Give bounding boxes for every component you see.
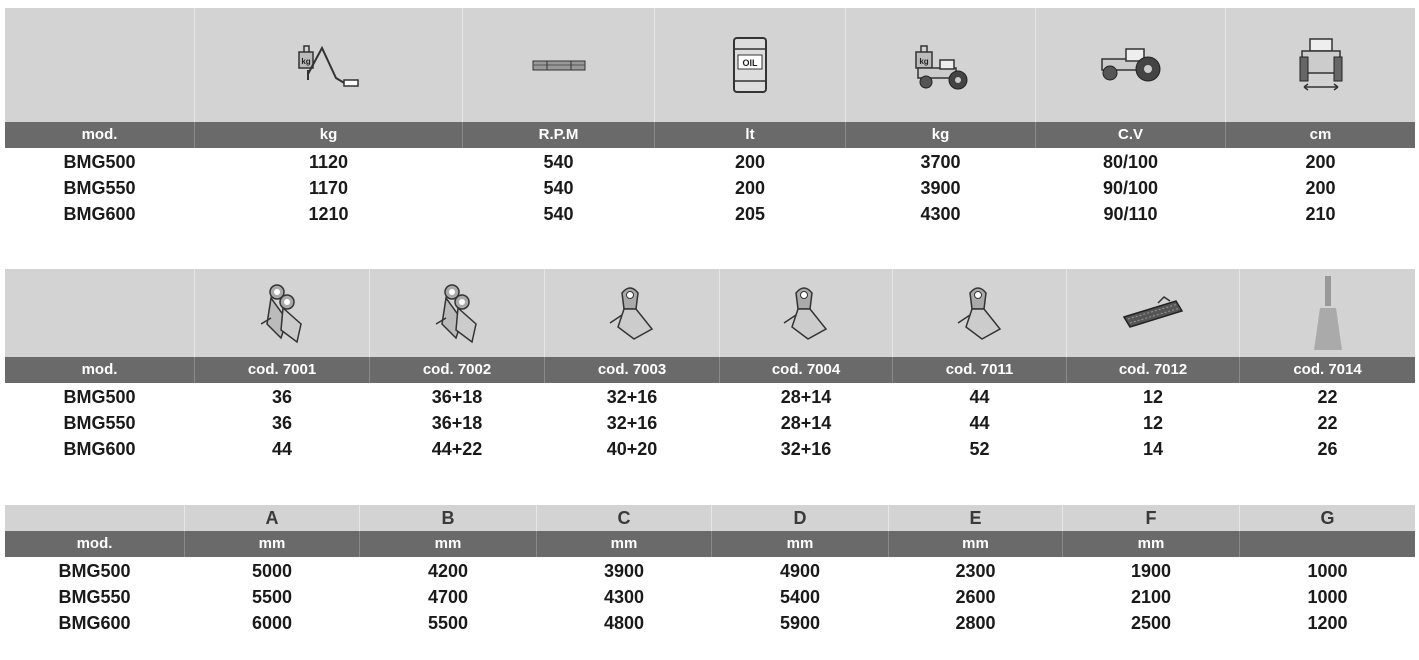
col-header: kg [931, 126, 950, 143]
col-header: cod. 7012 [1118, 361, 1188, 378]
table-cell: 12 [1142, 413, 1164, 433]
dimension-letter: B [441, 508, 455, 528]
table-cell: 44 [271, 439, 293, 459]
table-cell: 3700 [920, 152, 961, 172]
rotor-icon [1067, 269, 1239, 357]
table-cell: 44 [969, 387, 990, 407]
table-cell: 210 [1305, 204, 1336, 224]
table-cell: 3900 [603, 561, 645, 581]
model-cell: BMG500 [63, 387, 136, 407]
table-row [5, 410, 1415, 436]
dimension-letter: A [265, 508, 279, 528]
model-cell: BMG500 [63, 152, 136, 172]
table-cell: 36+18 [431, 413, 483, 433]
dimension-letter: F [1145, 508, 1157, 528]
col-header: mm [258, 535, 286, 552]
col-header [1240, 531, 1415, 557]
table-row [5, 175, 1415, 201]
oil-barrel-icon [655, 8, 845, 122]
table-cell: 5400 [779, 587, 821, 607]
col-header: cod. 7003 [597, 361, 667, 378]
col-header: mm [610, 535, 638, 552]
table-header [5, 122, 1415, 148]
table-cell: 28+14 [780, 413, 832, 433]
icon-band [5, 269, 1415, 357]
table-cell: 80/100 [1102, 152, 1159, 172]
letter-band [5, 505, 1415, 531]
svg-text:OIL: OIL [742, 58, 758, 68]
table-cell: 2600 [955, 587, 996, 607]
table-cell: 1000 [1307, 561, 1348, 581]
table-cell: 44 [969, 413, 990, 433]
table-cell: 205 [734, 204, 766, 224]
table-cell: 1200 [1307, 613, 1348, 633]
table-cell: 40+20 [606, 439, 658, 459]
model-cell: BMG600 [63, 439, 136, 459]
double-hammer-icon [370, 269, 544, 357]
table-cell: 28+14 [780, 387, 832, 407]
table-cell: 4900 [779, 561, 821, 581]
table-cell: 1000 [1307, 587, 1348, 607]
table-cell: 32+16 [780, 439, 832, 459]
table-cell: 5000 [251, 561, 293, 581]
table-cell: 4800 [603, 613, 645, 633]
table-cell: 1170 [308, 178, 349, 198]
col-header: cm [1309, 126, 1332, 143]
svg-text:kg: kg [918, 57, 929, 66]
model-cell: BMG600 [58, 613, 131, 633]
model-cell: BMG550 [63, 413, 136, 433]
hammer-icon [545, 269, 719, 357]
table-cell: 6000 [251, 613, 293, 633]
table-cell: 90/110 [1103, 204, 1158, 224]
table-row [5, 201, 1415, 227]
col-header: R.P.M [538, 126, 579, 143]
table-cell: 12 [1142, 387, 1164, 407]
table-header [5, 357, 1415, 383]
table-cell: 2800 [955, 613, 996, 633]
model-cell: BMG550 [63, 178, 136, 198]
table-cell: 36 [271, 387, 293, 407]
table-cell: 540 [543, 152, 574, 172]
table-cell: 22 [1317, 387, 1338, 407]
table-cell: 52 [969, 439, 990, 459]
table-cell: 2100 [1130, 587, 1172, 607]
specs-table-dimensions [5, 505, 1415, 640]
table-cell: 4700 [427, 587, 469, 607]
table-cell: 2500 [1130, 613, 1172, 633]
icon-band [5, 8, 1415, 122]
col-header: cod. 7004 [771, 361, 841, 378]
weight-crane-icon [195, 8, 462, 122]
col-header: mm [434, 535, 462, 552]
table-row [5, 558, 1415, 584]
table-cell: 540 [543, 178, 574, 198]
shaft-icon [463, 8, 654, 122]
specs-table-hammers [5, 269, 1415, 464]
table-cell: 540 [543, 204, 574, 224]
weight-tractor-icon [846, 8, 1035, 122]
table-row [5, 436, 1415, 462]
table-row [5, 384, 1415, 410]
table-cell: 200 [734, 178, 766, 198]
table-cell: 200 [734, 152, 766, 172]
col-header: cod. 7014 [1293, 361, 1362, 378]
col-header: cod. 7002 [422, 361, 492, 378]
specs-table-general [5, 8, 1415, 228]
table-cell: 32+16 [606, 413, 658, 433]
col-header: mod. [76, 535, 113, 552]
model-cell: BMG500 [58, 561, 131, 581]
table-cell: 1210 [308, 204, 349, 224]
hammer-icon [893, 269, 1066, 357]
table-cell: 2300 [955, 561, 996, 581]
table-cell: 4200 [427, 561, 469, 581]
dimension-letter: G [1320, 508, 1335, 528]
dimension-letter: D [793, 508, 807, 528]
table-row [5, 149, 1415, 175]
table-header [5, 531, 1415, 557]
table-cell: 1900 [1130, 561, 1172, 581]
hammer-icon [720, 269, 892, 357]
table-cell: 4300 [603, 587, 645, 607]
col-header: lt [745, 126, 755, 143]
dimension-letter: C [617, 508, 631, 528]
col-header: cod. 7011 [945, 361, 1014, 378]
svg-text:kg: kg [300, 57, 311, 66]
table-cell: 1120 [308, 152, 349, 172]
model-cell: BMG550 [58, 587, 131, 607]
col-header: mod. [81, 361, 118, 378]
table-cell: 44+22 [431, 439, 483, 459]
table-cell: 4300 [920, 204, 961, 224]
double-hammer-icon [195, 269, 369, 357]
col-header: cod. 7001 [247, 361, 317, 378]
col-header: mm [1137, 535, 1165, 552]
col-header: mm [786, 535, 814, 552]
col-header: mm [962, 535, 989, 552]
width-icon [1226, 8, 1415, 122]
table-cell: 3900 [920, 178, 961, 198]
col-header: kg [319, 126, 338, 143]
table-cell: 200 [1305, 178, 1336, 198]
table-cell: 14 [1142, 439, 1164, 459]
table-cell: 5900 [779, 613, 821, 633]
table-cell: 200 [1305, 152, 1336, 172]
table-cell: 5500 [251, 587, 293, 607]
model-cell: BMG600 [63, 204, 136, 224]
table-cell: 22 [1317, 413, 1338, 433]
table-cell: 36+18 [431, 387, 483, 407]
dimension-letter: E [969, 508, 982, 528]
tractor-icon [1036, 8, 1225, 122]
table-cell: 36 [271, 413, 293, 433]
table-cell: 26 [1317, 439, 1338, 459]
table-row [5, 610, 1415, 636]
col-header: C.V [1117, 126, 1143, 143]
table-cell: 90/100 [1102, 178, 1159, 198]
blade-icon [1240, 269, 1415, 357]
table-row [5, 584, 1415, 610]
col-header: mod. [81, 126, 118, 143]
table-cell: 32+16 [606, 387, 658, 407]
table-cell: 5500 [427, 613, 469, 633]
